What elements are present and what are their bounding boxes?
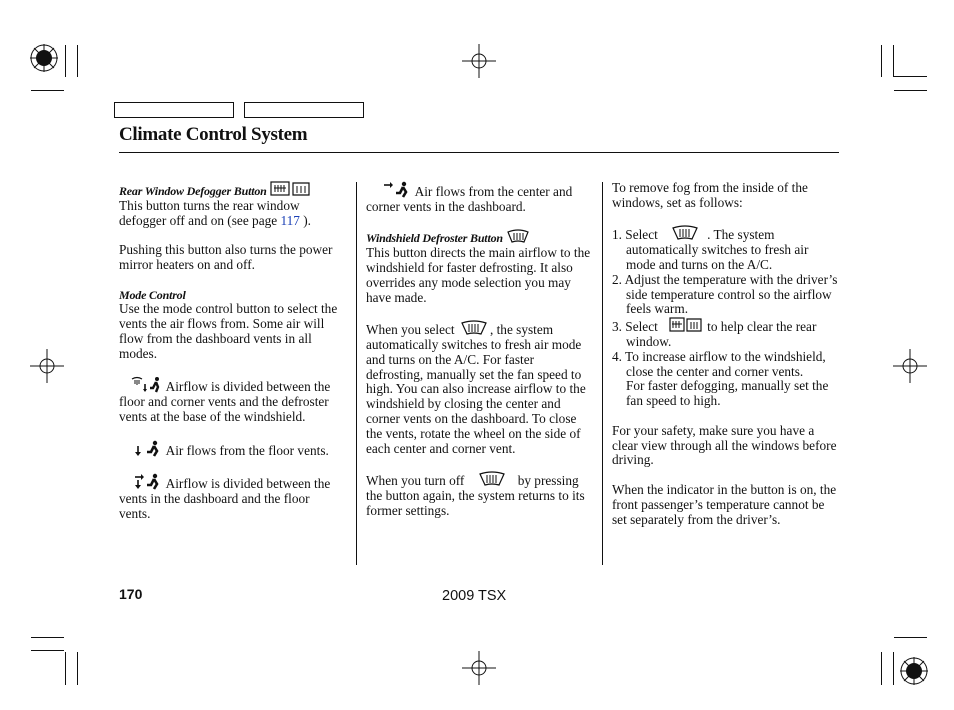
crop-mark bbox=[31, 637, 64, 638]
mode-floor-defrost-icon bbox=[131, 376, 163, 393]
rear-defogger-icon bbox=[270, 181, 312, 197]
mirror-heater-text: Pushing this button also turns the power mirror heaters on and off. bbox=[119, 242, 333, 272]
crop-mark bbox=[65, 45, 66, 77]
registration-sun-mark bbox=[29, 43, 59, 73]
dash-text: Air flows from the center and corner vents in the dashboard. bbox=[366, 184, 573, 214]
page-number: 170 bbox=[119, 586, 143, 602]
turn-off-text-cont: by pressing the button again, the system returns to its former settings. bbox=[366, 473, 585, 518]
rear-defogger-text: This button turns the rear window defogger off and on (see page bbox=[119, 197, 300, 228]
floor-defrost-text: Airflow is divided between the floor and corner vents and the defroster vents at the base of the windshield. bbox=[119, 379, 331, 424]
section-title: Climate Control System bbox=[119, 124, 308, 145]
windshield-defroster-icon bbox=[478, 471, 506, 487]
windshield-defroster-icon bbox=[506, 229, 530, 244]
safety-text: For your safety, make sure you have a clear view through all the windows before driving. bbox=[612, 422, 837, 468]
step-4-text: 4. To increase airflow to the windshield, close the center and corner vents. bbox=[612, 348, 826, 379]
step-2-text: 2. Adjust the temperature with the driver’s side temperature control so the airflow feels warm. bbox=[612, 271, 838, 317]
indicator-text: When the indicator in the button is on, the front passenger’s temperature cannot be set separately from the driver’s. bbox=[612, 481, 837, 527]
crop-mark bbox=[65, 652, 66, 685]
crop-mark bbox=[31, 90, 64, 91]
turn-off-text: When you turn off bbox=[366, 473, 465, 489]
column-divider bbox=[602, 182, 603, 565]
rear-defogger-text-end: ). bbox=[303, 212, 312, 228]
windshield-defroster-icon bbox=[460, 320, 488, 336]
step-4-continuation: For faster defogging, manually set the fan speed to high. bbox=[626, 378, 829, 409]
windshield-defroster-heading: Windshield Defroster Button bbox=[366, 231, 503, 246]
mode-control-text: Use the mode control button to select the vents the air flows from. Some air will flow from the dashboard vents in all modes. bbox=[119, 301, 338, 361]
step-3-text: 3. Select bbox=[612, 319, 658, 335]
windshield-defroster-icon bbox=[671, 225, 699, 241]
select-text: When you select bbox=[366, 322, 455, 338]
crop-mark bbox=[881, 652, 882, 685]
windshield-defroster-text: This button directs the main airflow to the windshield for faster defrosting. It also overrides any mode selection you may have made. bbox=[366, 245, 591, 305]
defog-intro: To remove fog from the inside of the windows, set as follows: bbox=[612, 180, 808, 210]
registration-mark bbox=[462, 44, 496, 78]
bilevel-text: Airflow is divided between the vents in the dashboard and the floor vents. bbox=[119, 476, 331, 521]
mode-dash-icon bbox=[382, 181, 412, 198]
mode-bilevel-icon bbox=[133, 473, 163, 490]
column-divider bbox=[356, 182, 357, 565]
step-3-text-cont: to help clear the rear window. bbox=[626, 319, 817, 349]
page-117-link[interactable]: 117 bbox=[280, 212, 300, 228]
registration-sun-mark bbox=[899, 656, 929, 686]
crop-mark bbox=[894, 76, 927, 77]
column-1 bbox=[119, 181, 341, 522]
model-label: 2009 TSX bbox=[442, 588, 507, 604]
select-text-cont: , the system automatically switches to fresh air mode and turns on the A/C. For faster defrosting, manually set the fan speed to high. You can also increase airflow to the windshield by closing the center and corner vents on the dashboard. To close the vents, rotate the wheel on the side of each center and corner vent. bbox=[366, 322, 586, 456]
crop-mark bbox=[893, 45, 894, 77]
header-tab bbox=[244, 102, 364, 118]
registration-mark bbox=[462, 651, 496, 685]
crop-mark bbox=[893, 652, 894, 685]
mode-floor-icon bbox=[133, 440, 163, 457]
column-2 bbox=[366, 181, 592, 519]
crop-mark bbox=[894, 90, 927, 91]
crop-mark bbox=[77, 45, 78, 77]
crop-mark bbox=[31, 650, 64, 651]
title-rule bbox=[119, 152, 839, 153]
crop-mark bbox=[881, 45, 882, 77]
rear-defogger-heading: Rear Window Defogger Button bbox=[119, 184, 267, 198]
floor-text: Air flows from the floor vents. bbox=[165, 442, 329, 458]
rear-defogger-icon bbox=[669, 317, 703, 333]
mode-control-heading: Mode Control bbox=[119, 287, 186, 302]
registration-mark bbox=[30, 349, 64, 383]
step-1-text: 1. Select bbox=[612, 227, 658, 243]
column-3 bbox=[612, 181, 840, 527]
crop-mark bbox=[894, 637, 927, 638]
header-tab bbox=[114, 102, 234, 118]
registration-mark bbox=[893, 349, 927, 383]
crop-mark bbox=[77, 652, 78, 685]
step-1-text-cont: . The system automatically switches to fresh air mode and turns on the A/C. bbox=[626, 227, 809, 272]
